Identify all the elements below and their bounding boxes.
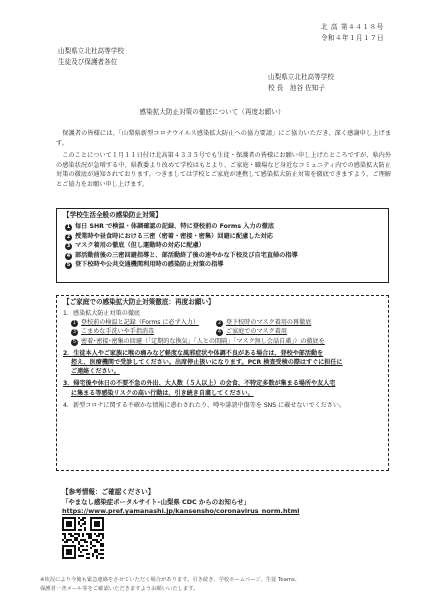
- addressee-school: 山梨県立北杜高等学校: [58, 47, 124, 55]
- home-section-2-line: 2．生徒本人やご家族に喉の痛みなど軽度な風邪症状や体調不良がある場合は、登校や部活動を: [63, 349, 324, 357]
- home-measure-text: ご家庭でのマスク着用: [226, 328, 287, 336]
- home-section-4-line: 4．新型コロナに関する不確かな情報に惑わされたり、噂や誹謗中傷等を SNS に載せないでください。: [63, 401, 346, 409]
- home-measure-item: [216, 327, 361, 336]
- school-measures-box: [56, 208, 389, 283]
- home-measures-heading: 【ご家庭での感染拡大防止対策徹底：再度お願い】: [63, 298, 215, 306]
- circled-number-icon: 5: [72, 338, 77, 345]
- circled-number-icon: 4: [66, 252, 71, 259]
- school-measure-text: 授業時や昼食時における三密（密着・密接・密集）回避に配慮した対応: [75, 232, 273, 240]
- circled-number-icon: 2: [66, 233, 71, 240]
- paragraph-gratitude-text: 保護者の皆様には、「山梨県新型コロナウイルス感染拡大防止への協力要請」にご協力いただき、深く感謝申し上げます。: [56, 130, 392, 147]
- paragraph-request: [56, 151, 391, 189]
- sender-school: 山梨県立北杜高等学校: [268, 73, 334, 81]
- school-measure-item: [57, 260, 388, 270]
- circled-number-icon: 5: [66, 262, 71, 269]
- home-measure-row: [57, 327, 388, 336]
- school-measure-text: 部活動前後の三密回避指導と、部活動終了後の速やかな下校及び自宅直帰の指導: [75, 251, 298, 259]
- school-measure-item: [57, 222, 388, 232]
- home-measure-text: 密着･密接･密集の回避（「定期的な換気」「人との間隔」「マスク無し会話自粛」）の徹底を: [81, 337, 325, 345]
- home-section-2-line: 控え、医療機関で受診してください。出席停止扱いになります。PCR 検査受検の際はすぐに担任に: [71, 359, 343, 367]
- reference-site-name: 「やまなし感染症ポータルサイト–山梨県 CDC からのお知らせ」: [62, 498, 250, 506]
- school-measure-text: マスク着用の徹底（但し運動時の対応に配慮）: [75, 242, 205, 250]
- school-measure-text: 毎日 SHR で検温・体調確認の記録、特に登校前の Forms 入力の徹底: [75, 223, 275, 230]
- sender-principal: 校 長 池谷 佐知子: [268, 84, 325, 92]
- circled-number-icon: 1: [72, 320, 77, 327]
- footer-note: 保護者一斉メール等をご確認いただきますようお願いいたします。: [40, 586, 199, 592]
- reference-info-heading: 【参考情報：ご確認ください】: [62, 488, 155, 496]
- document-title: 感染拡大防止対策の徹底について（再度お願い）: [139, 108, 285, 116]
- home-section-1-title: 1．感染拡大防止対策の徹底: [63, 310, 141, 317]
- home-section-3-line: に集まる等感染リスクの高い行動は、引き続き自粛してください。: [71, 389, 254, 397]
- home-section-3-line: 3．帰宅後や休日の不要不急の外出、大人数（５人以上）の会食、不特定多数が集まる場所や友人宅: [63, 380, 336, 388]
- qr-code-icon: [62, 517, 104, 559]
- home-measure-item: [71, 327, 216, 336]
- home-measures-box: [56, 295, 389, 471]
- document-date: 令和４年１月１７日: [321, 34, 384, 42]
- reference-url-link[interactable]: [62, 507, 299, 515]
- circled-number-icon: 4: [217, 329, 222, 336]
- circled-number-icon: 1: [66, 224, 71, 230]
- home-section-2-line: ご連絡ください。: [71, 368, 120, 376]
- paragraph-request-text: このことについて１月１１日付け北高第４３３５号でも生徒・保護者の皆様にお願い申し上げたところですが、県内外の感染状況が急増する中、県教委より改めて学校はもとより、ご家庭・職場など身近なコミュニティ内での感染拡大防止対策の徹底が通知されております。つきましては学校とご家庭が連携して感染拡大防止対策を徹底できますよう、ご理解とご協力をお願い申し上げます。: [56, 152, 392, 188]
- school-measures-heading: 【学校生活全般の感染防止対策】: [63, 211, 162, 219]
- school-measure-item: [57, 251, 388, 261]
- home-measure-text: 登下校時のマスク着用の再徹底: [226, 319, 312, 327]
- home-measure-item: [71, 318, 216, 327]
- home-measure-text: こまめな手洗いや手指消毒: [81, 328, 155, 336]
- footer-note: ※状況により今後も緊急連絡をさせていただく場合があります。引き続き、学校ホームページ、生徒 Teams、: [40, 577, 301, 583]
- school-measure-item: [57, 232, 388, 242]
- reference-url-text[interactable]: https://www.pref.yamanashi.jp/kansensho/coronavirus_norm.html: [62, 507, 300, 515]
- paragraph-gratitude: [56, 129, 391, 148]
- circled-number-icon: 3: [72, 329, 77, 336]
- circled-number-icon: 3: [66, 243, 71, 250]
- home-measure-item: [216, 318, 361, 327]
- addressee-recipients: 生徒及び保護者各位: [58, 58, 118, 66]
- home-measure-row: [57, 318, 388, 327]
- school-measure-text: 登下校時や公共交通機関利用時の感染防止対策の指導: [75, 261, 224, 269]
- home-measure-text: 登校前の検温と記録（Forms に必ず入力）: [81, 319, 199, 327]
- school-measure-item: [57, 241, 388, 251]
- document-number: 北 高 第４４１８号: [321, 23, 384, 31]
- circled-number-icon: 2: [217, 320, 222, 327]
- home-measure-item: [57, 337, 388, 346]
